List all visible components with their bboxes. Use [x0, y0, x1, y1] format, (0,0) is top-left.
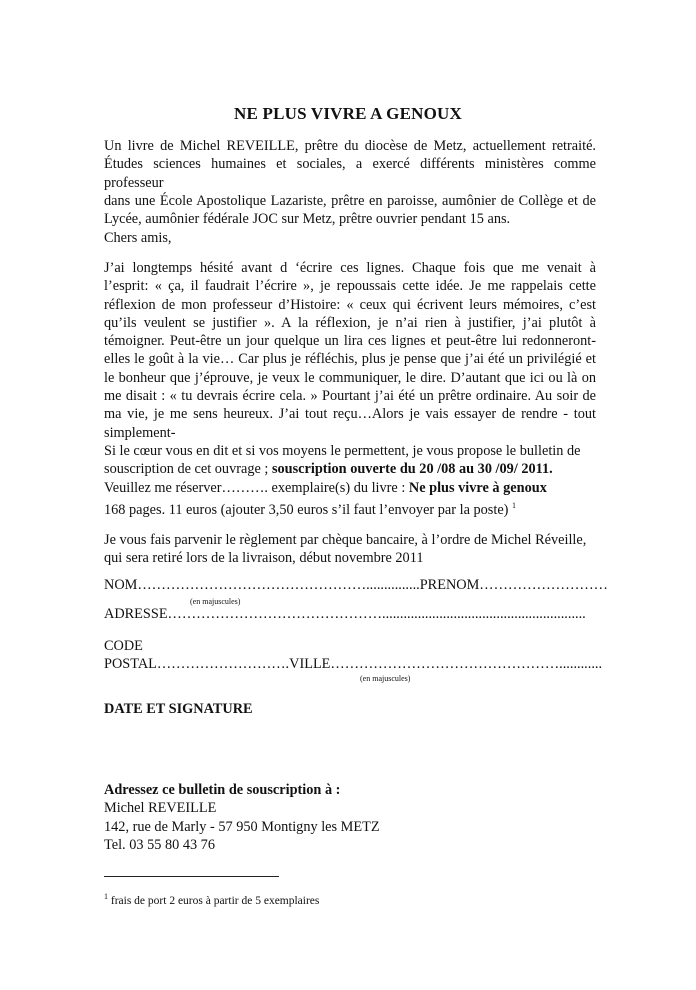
payment-paragraph	[104, 531, 596, 568]
letter-line: me disait : « tu devrais écrire cela. » Pourtant j’ai été un prêtre ordinaire. Au soir de	[104, 388, 596, 405]
footnote-divider	[104, 876, 279, 877]
book-title: Ne plus vivre à genoux	[408, 479, 547, 496]
document-title: NE PLUS VIVRE A GENOUX	[234, 104, 462, 123]
intro-line: dans une École Apostolique Lazariste, prêtre en paroisse, aumônier de Collège et de	[104, 192, 596, 209]
subscription-paragraph	[104, 442, 596, 519]
intro-line: Lycée, aumônier fédérale JOC sur Metz, prêtre ouvrier pendant 15 ans.	[104, 211, 511, 228]
date-signature-label: DATE ET SIGNATURE	[104, 701, 253, 717]
letter-line: réflexion de mon professeur d’Histoire: « ceux qui écrivent leurs mémoires, c’est	[104, 296, 596, 313]
footnote-reference: 1	[512, 500, 517, 510]
author-intro	[104, 137, 596, 228]
mailing-address	[104, 781, 596, 854]
address-phone: Tel. 03 55 80 43 76	[104, 836, 215, 853]
footnote-mark: 1	[104, 892, 108, 901]
footnote-text: frais de port 2 euros à partir de 5 exemplaires	[110, 894, 320, 907]
address-name: Michel REVEILLE	[104, 800, 217, 817]
greeting: Chers amis,	[104, 230, 172, 246]
subscription-line: Si le cœur vous en dit et si vos moyens le permettent, je vous propose le bulletin de	[104, 443, 581, 459]
letter-line: le bonheur que j’éprouve, je veux le communiquer, le dire. D’autant que ici ou là on	[104, 369, 596, 386]
letter-line: elles le goût à la vie… Car plus je réfléchis, plus je pense que j’ai été un privilégié et	[104, 351, 596, 368]
subscription-text: souscription de cet ouvrage ;	[104, 461, 272, 478]
subscription-line	[104, 460, 596, 478]
postal-ville-field: POSTAL……………………….VILLE…………………………………………............	[104, 656, 603, 672]
letter-line: qu’ils veulent se justifier ». A la réflexion, je n’ai rien à justifier, j’ai plutôt à	[104, 314, 596, 331]
address-street: 142, rue de Marly - 57 950 Montigny les METZ	[104, 818, 380, 835]
intro-line: Un livre de Michel REVEILLE, prêtre du diocèse de Metz, actuellement retraité.	[104, 138, 596, 154]
letter-line: ma vie, je me sens heureux. J’ai tout reçu…Alors je vais essayer de rendre - tout	[104, 406, 596, 423]
nom-prenom-field: NOM…………………………………………...............PRENOM………………………	[104, 577, 608, 593]
letter-line: témoigner. Peut-être un jour quelque un lira ces lignes et peut-être lui redonneront-	[104, 333, 596, 350]
payment-line: qui sera retiré lors de la livraison, début novembre 2011	[104, 550, 424, 567]
code-label: CODE	[104, 638, 143, 654]
reserve-text: Veuillez me réserver………. exemplaire(s) du livre :	[104, 479, 409, 496]
letter-line: simplement-	[104, 424, 176, 441]
intro-line: Études sciences humaines et sociales, a exercé différents ministères comme professeur	[104, 156, 596, 191]
letter-line: l’esprit: « ça, il faudrait l’écrire », je repoussais cette idée. Je me rappelais cette	[104, 278, 596, 295]
subscription-dates: souscription ouverte du 20 /08 au 30 /09/ 2011.	[271, 461, 553, 478]
ville-uppercase-note: (en majuscules)	[360, 674, 411, 683]
subscription-line	[104, 497, 596, 519]
address-heading: Adressez ce bulletin de souscription à :	[104, 782, 341, 798]
price-text: 168 pages. 11 euros (ajouter 3,50 euros s’il faut l’envoyer par la poste)	[104, 501, 509, 518]
letter-body	[104, 259, 596, 442]
payment-line: Je vous fais parvenir le règlement par chèque bancaire, à l’ordre de Michel Réveille,	[104, 532, 587, 548]
subscription-line	[104, 479, 596, 497]
nom-uppercase-note: (en majuscules)	[190, 597, 241, 606]
footnote	[104, 892, 319, 907]
adresse-field: ADRESSE……………………………………….........................................................	[104, 606, 586, 622]
letter-line: J’ai longtemps hésité avant d ‘écrire ces lignes. Chaque fois que me venait à	[104, 260, 596, 276]
